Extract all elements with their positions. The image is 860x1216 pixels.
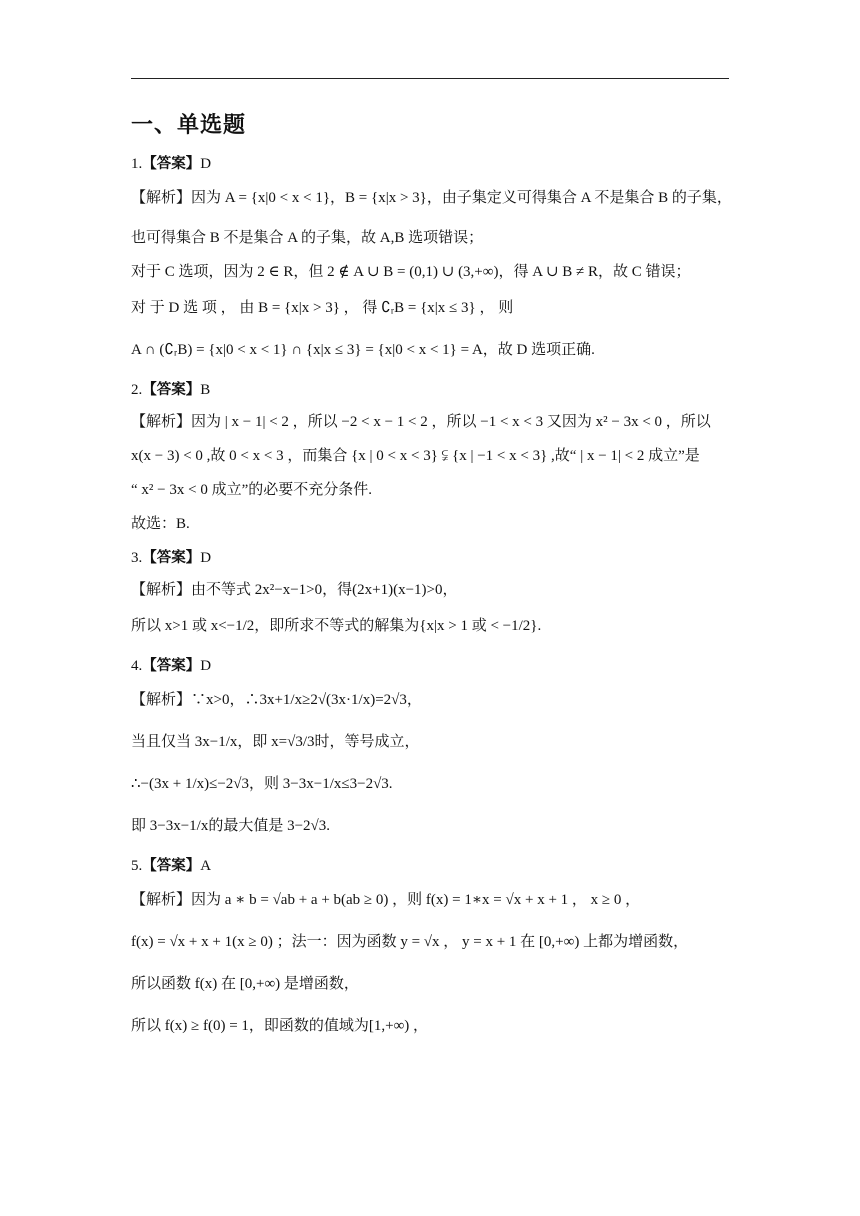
analysis-line: 对于 C 选项，因为 2 ∈ R，但 2 ∉ A ∪ B = (0,1) ∪ (3,+∞)，得 A ∪ B ≠ R，故 C 错误； xyxy=(131,264,691,280)
analysis-line: A ∩ (∁ᵣB) = {x|0 < x < 1} ∩ {x|x ≤ 3} = {x|0 < x < 1} = A，故 D 选项正确. xyxy=(131,342,595,358)
answer-value: A xyxy=(200,858,212,874)
analysis-line: f(x) = √x + x + 1(x ≥ 0) ；法一：因为函数 y = √x ， y = x + 1 在 [0,+∞) 上都为增函数， xyxy=(131,934,689,950)
answer-line xyxy=(131,655,731,677)
analysis-line: ∴−(3x + 1/x)≤−2√3，则 3−3x−1/x≤3−2√3. xyxy=(131,776,393,792)
problem-number: 2. xyxy=(131,382,143,398)
header-rule xyxy=(131,78,729,79)
analysis-line: 也可得集合 B 不是集合 A 的子集，故 A,B 选项错误； xyxy=(131,230,484,246)
analysis-line: 所以 f(x) ≥ f(0) = 1，即函数的值域为[1,+∞) ， xyxy=(131,1018,429,1034)
problem-number: 5. xyxy=(131,858,143,874)
analysis-line: 故选：B. xyxy=(131,516,190,532)
answer-value: D xyxy=(200,658,212,674)
answer-tag: 【答案】 xyxy=(142,550,201,566)
answer-line xyxy=(131,153,731,175)
answer-tag: 【答案】 xyxy=(142,658,201,674)
problem-number: 3. xyxy=(131,550,143,566)
answer-tag: 【答案】 xyxy=(142,382,201,398)
document-body xyxy=(131,108,731,1055)
problem-5 xyxy=(131,855,731,1039)
answer-line xyxy=(131,379,731,401)
analysis-line: 【解析】由不等式 2x²−x−1>0，得(2x+1)(x−1)>0， xyxy=(131,582,458,598)
analysis-line: 所以 x>1 或 x<−1/2，即所求不等式的解集为{x|x > 1 或 < −1/2}. xyxy=(131,618,542,634)
section-title: 一、单选题 xyxy=(131,113,247,138)
analysis-line: 当且仅当 3x−1/x，即 x=√3/3时，等号成立， xyxy=(131,734,420,750)
answer-tag: 【答案】 xyxy=(142,858,201,874)
analysis-line: 【解析】因为 | x − 1| < 2 ，所以 −2 < x − 1 < 2 ，所以 −1 < x < 3 又因为 x² − 3x < 0 ，所以 xyxy=(131,414,711,430)
analysis-line: 【解析】因为 a ∗ b = √ab + a + b(ab ≥ 0) ，则 f(x) = 1∗x = √x + x + 1 ， x ≥ 0 ， xyxy=(131,892,641,908)
analysis-line: “ x² − 3x < 0 成立”的必要不充分条件. xyxy=(131,482,372,498)
problem-3 xyxy=(131,547,731,639)
answer-line xyxy=(131,855,731,877)
answer-value: B xyxy=(200,382,211,398)
answer-line xyxy=(131,547,731,569)
problem-2 xyxy=(131,379,731,535)
problem-number: 4. xyxy=(131,658,143,674)
analysis-line: 即 3−3x−1/x的最大值是 3−2√3. xyxy=(131,818,331,834)
problem-4 xyxy=(131,655,731,839)
analysis-line: 对 于 D 选 项 ， 由 B = {x|x > 3} ， 得 ∁ᵣB = {x|x ≤ 3} ， 则 xyxy=(131,300,514,316)
problem-1 xyxy=(131,153,731,363)
answer-tag: 【答案】 xyxy=(142,156,201,172)
analysis-line: 【解析】因为 A = {x|0 < x < 1}，B = {x|x > 3}，由子集定义可得集合 A 不是集合 B 的子集， xyxy=(131,190,732,206)
analysis-line: x(x − 3) < 0 ,故 0 < x < 3 ，而集合 {x | 0 < x < 3} ⫋ {x | −1 < x < 3} ,故“ | x − 1| < 2 成立”是 xyxy=(131,448,700,464)
answer-value: D xyxy=(200,156,212,172)
analysis-line: 所以函数 f(x) 在 [0,+∞) 是增函数， xyxy=(131,976,359,992)
problem-number: 1. xyxy=(131,156,143,172)
answer-value: D xyxy=(200,550,212,566)
analysis-line: 【解析】∵x>0，∴3x+1/x≥2√(3x·1/x)=2√3， xyxy=(131,692,422,708)
